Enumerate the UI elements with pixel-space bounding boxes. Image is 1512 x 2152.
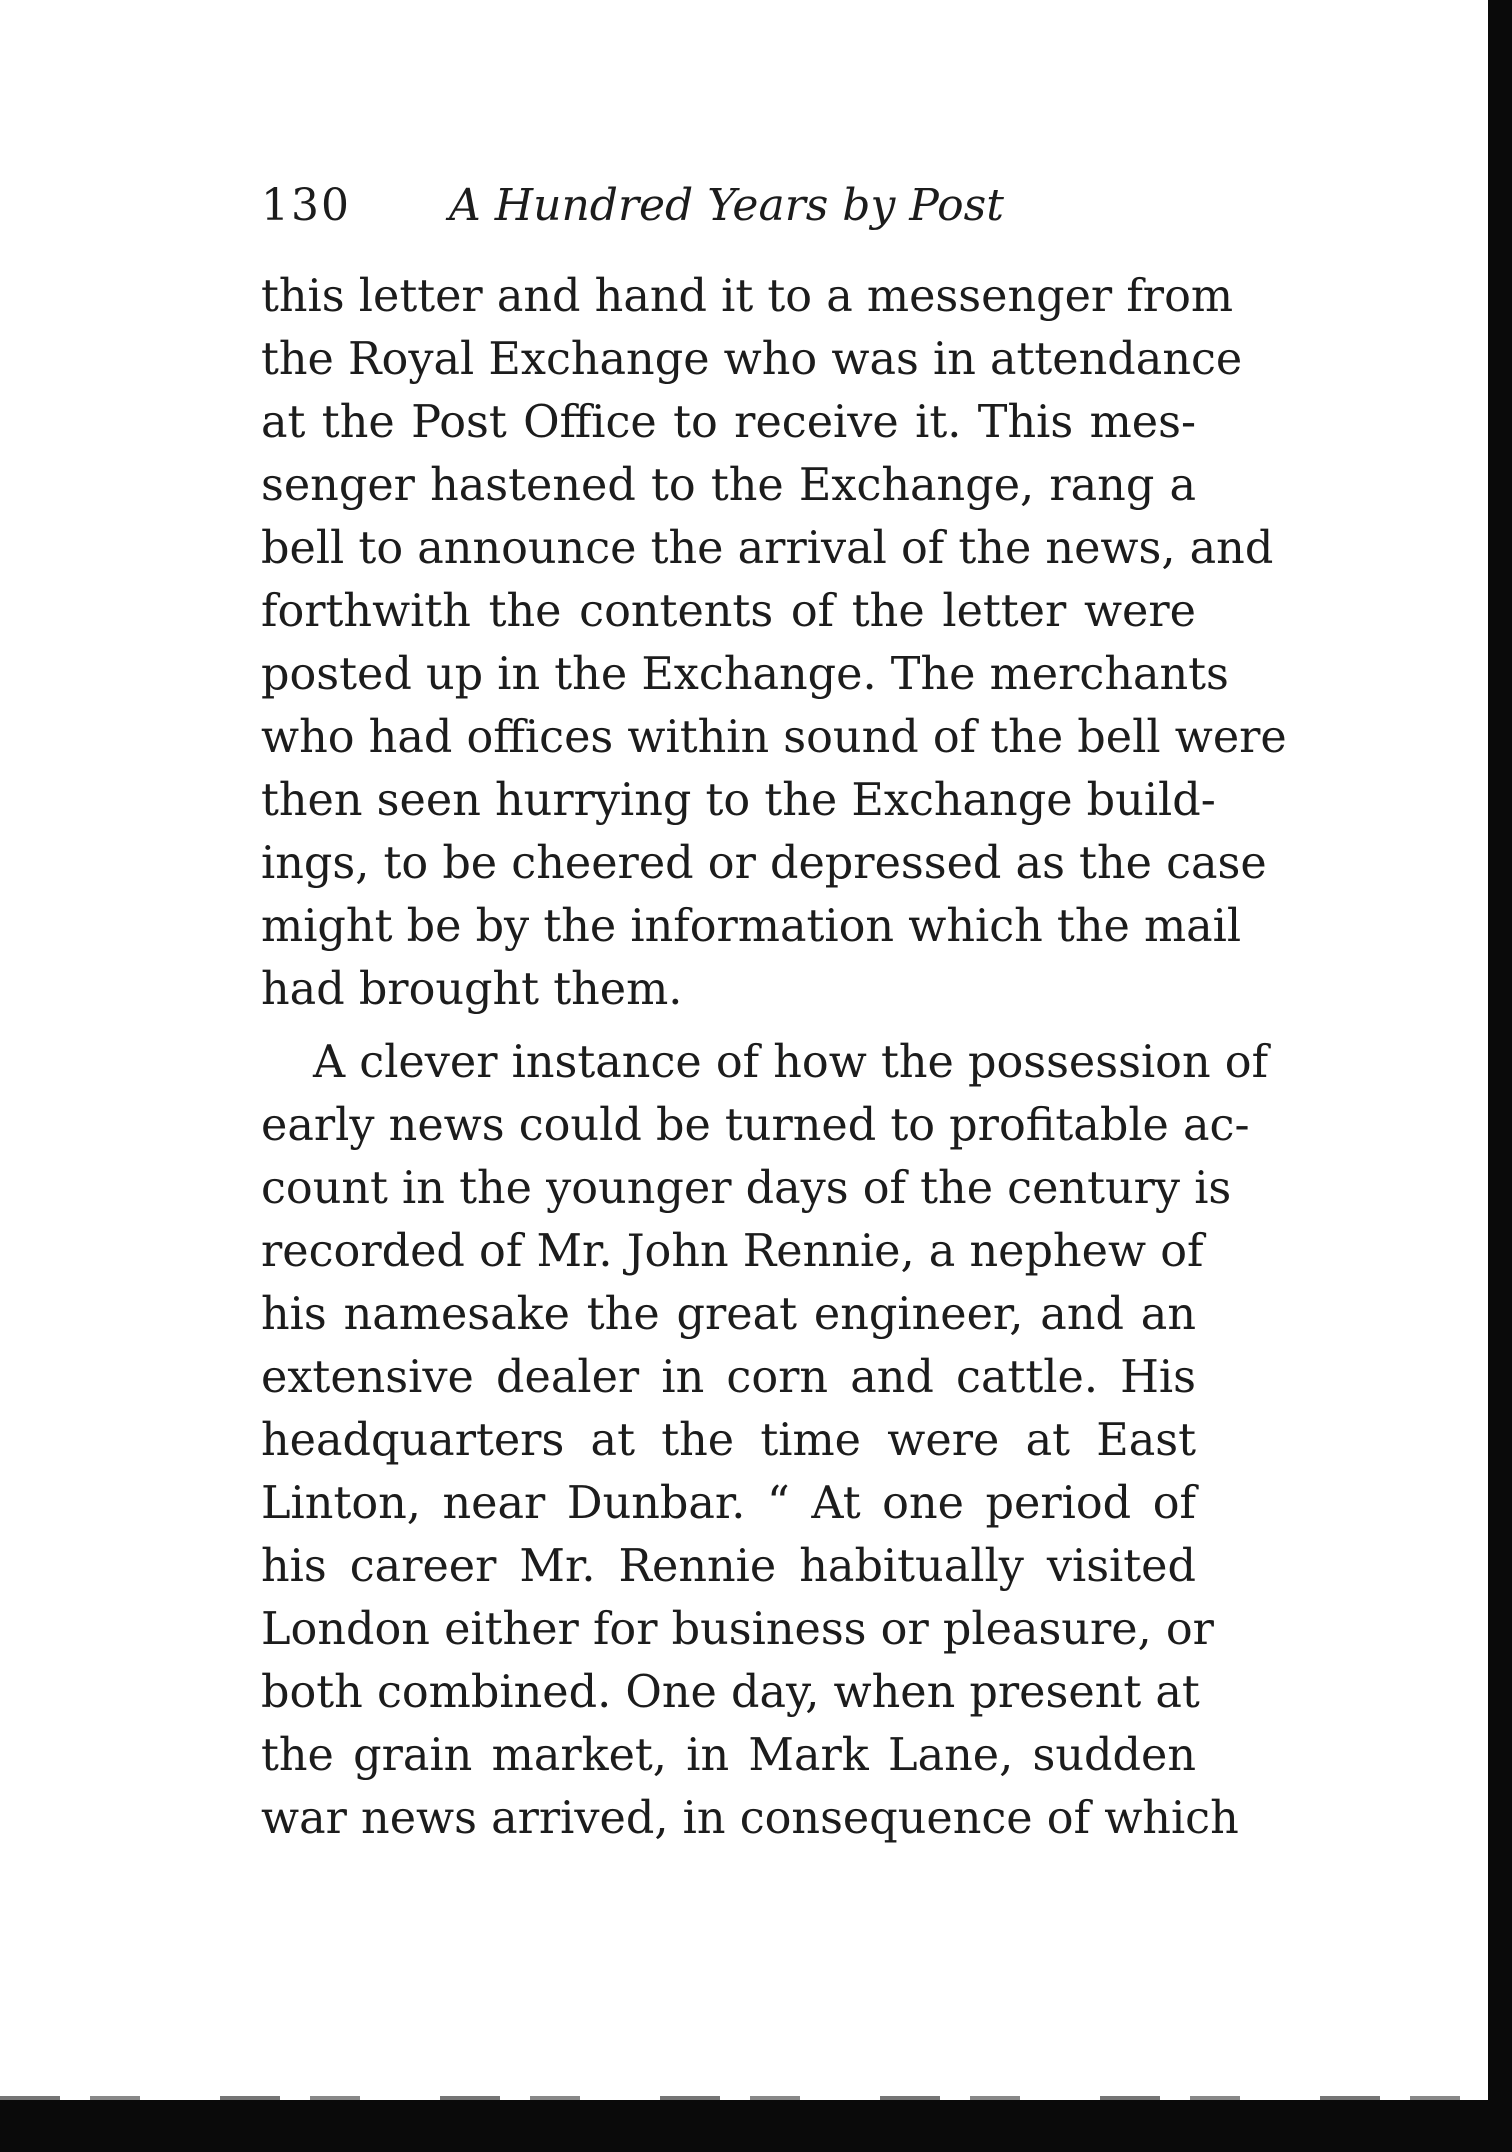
text-line: count in the younger days of the century is xyxy=(261,1163,1232,1214)
text-line: senger hastened to the Exchange, rang a xyxy=(261,460,1196,511)
text-line: forthwith the contents of the letter were xyxy=(261,586,1196,637)
text-line: bell to announce the arrival of the news, and xyxy=(261,523,1274,574)
text-line: ings, to be cheered or depressed as the case xyxy=(261,838,1267,889)
text-line: who had offices within sound of the bell were xyxy=(261,712,1287,763)
text-line: posted up in the Exchange. The merchants xyxy=(261,649,1229,700)
text-line: Linton, near Dunbar. “ At one period of xyxy=(261,1478,1196,1529)
text-line: had brought them. xyxy=(261,964,683,1015)
text-line: then seen hurrying to the Exchange build- xyxy=(261,775,1216,826)
text-line: both combined. One day, when present at xyxy=(261,1667,1200,1718)
text-line: the grain market, in Mark Lane, sudden xyxy=(261,1730,1196,1781)
text-line: extensive dealer in corn and cattle. His xyxy=(261,1352,1196,1403)
scan-bottom-border xyxy=(0,2100,1512,2152)
page-number: 130 xyxy=(261,180,351,231)
text-line: London either for business or pleasure, or xyxy=(261,1604,1214,1655)
page-header xyxy=(261,176,1196,236)
text-line: war news arrived, in consequence of which xyxy=(261,1793,1239,1844)
paragraph xyxy=(261,265,1287,1021)
scan-right-border xyxy=(1488,0,1512,2152)
text-line: might be by the information which the mail xyxy=(261,901,1242,952)
text-line: this letter and hand it to a messenger from xyxy=(261,271,1234,322)
text-line: his career Mr. Rennie habitually visited xyxy=(261,1541,1196,1592)
text-line: A clever instance of how the possession of xyxy=(313,1037,1269,1088)
paragraph-gap xyxy=(261,1021,1196,1031)
text-line: early news could be turned to profitable ac- xyxy=(261,1100,1250,1151)
running-title: A Hundred Years by Post xyxy=(449,180,1004,231)
text-line: headquarters at the time were at East xyxy=(261,1415,1196,1466)
text-line: the Royal Exchange who was in attendance xyxy=(261,334,1243,385)
text-line: at the Post Office to receive it. This mes- xyxy=(261,397,1196,448)
paragraph xyxy=(261,1031,1269,1850)
body-text xyxy=(261,265,1287,1850)
text-line: his namesake the great engineer, and an xyxy=(261,1289,1196,1340)
text-line: recorded of Mr. John Rennie, a nephew of xyxy=(261,1226,1204,1277)
